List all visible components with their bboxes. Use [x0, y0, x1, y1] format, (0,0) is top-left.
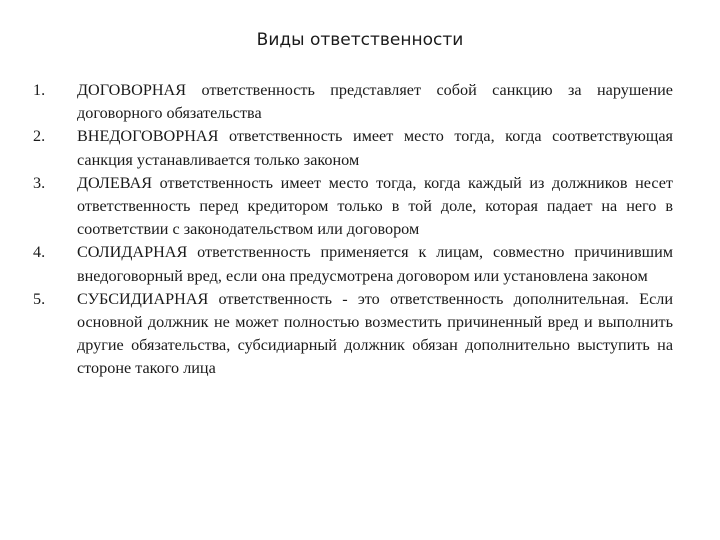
list-item — [33, 79, 673, 125]
responsibility-types-list — [33, 79, 673, 381]
list-item-number: 3. — [33, 173, 46, 192]
list-item-text: ВНЕДОГОВОРНАЯ ответственность имеет место тогда, когда соответствующая санкция устанавливается только законом — [77, 127, 673, 169]
list-item — [33, 288, 673, 381]
list-item — [33, 125, 673, 171]
list-item — [33, 172, 673, 242]
list-item-text: СУБСИДИАРНАЯ ответственность - это ответственность дополнительная. Если основной должник не может полностью возместить причиненный вред и выполнить другие обязательства, субсидиарный должник обязан дополнительно выступить на стороне такого лица — [77, 289, 673, 378]
list-item-text: СОЛИДАРНАЯ ответственность применяется к лицам, совместно причинившим внедоговорный вред, если она предусмотрена договором или установлена законом — [77, 243, 673, 285]
list-item-number: 5. — [33, 289, 46, 308]
list-item-number: 1. — [33, 81, 46, 99]
slide-title: Виды ответственности — [256, 30, 464, 50]
list-item-text: ДОГОВОРНАЯ ответственность представляет собой санкцию за нарушение договорного обязательства — [77, 81, 673, 123]
list-item-text: ДОЛЕВАЯ ответственность имеет место тогда, когда каждый из должников несет ответственность перед кредитором только в той доле, которая падает на него в соответствии с законодательством или договором — [77, 173, 673, 239]
list-item-number: 2. — [33, 127, 46, 146]
list-item — [33, 241, 673, 287]
list-item-number: 4. — [33, 243, 46, 262]
